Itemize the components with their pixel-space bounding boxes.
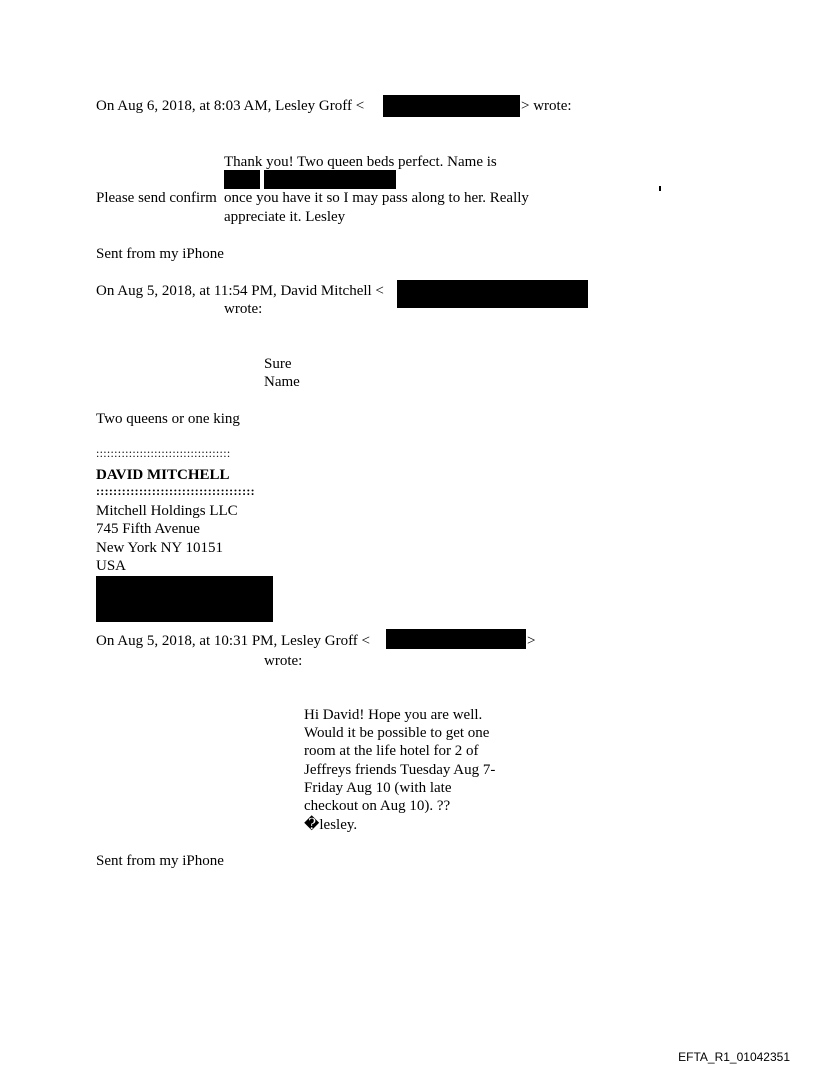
reply-1-line-3: appreciate it. Lesley [224, 209, 346, 225]
header-3-prefix: On Aug 5, 2018, at 10:31 PM, Lesley Groff < [96, 633, 370, 649]
signature-company: Mitchell Holdings LLC [96, 503, 238, 519]
header-1-suffix: > wrote: [521, 98, 572, 114]
reply-1-line-1: Thank you! Two queen beds perfect. Name is [224, 154, 497, 170]
header-2-line-1: On Aug 5, 2018, at 11:54 PM, David Mitchell < [96, 283, 384, 299]
signature-street: 745 Fifth Avenue [96, 521, 200, 537]
original-line: Friday Aug 10 (with late [304, 780, 452, 796]
original-line: checkout on Aug 10). ?? [304, 798, 451, 814]
signature-divider-bottom: ::::::::::::::::::::::::::::::::::::: [96, 484, 255, 498]
original-line: Hi David! Hope you are well. [304, 707, 483, 723]
redaction-mark [659, 186, 661, 191]
reply-2-line-2: Name [264, 374, 300, 390]
question-text: Two queens or one king [96, 411, 240, 427]
redaction-box [397, 280, 588, 308]
sent-from-1: Sent from my iPhone [96, 246, 224, 262]
header-3-suffix: > [527, 633, 536, 649]
reply-1-line-2-prefix: Please send confirm [96, 190, 217, 206]
signature-city: New York NY 10151 [96, 540, 223, 556]
header-3-line-2: wrote: [264, 653, 303, 669]
reply-1-line-2: once you have it so I may pass along to her. Really [224, 190, 529, 206]
original-line: room at the life hotel for 2 of [304, 743, 479, 759]
header-1-prefix: On Aug 6, 2018, at 8:03 AM, Lesley Groff < [96, 98, 365, 114]
header-2-line-2: wrote: [224, 301, 263, 317]
original-line: Jeffreys friends Tuesday Aug 7- [304, 762, 496, 778]
document-id: EFTA_R1_01042351 [678, 1050, 790, 1064]
signature-divider-top: ::::::::::::::::::::::::::::::::::::: [96, 446, 231, 460]
sent-from-2: Sent from my iPhone [96, 853, 224, 869]
redaction-box [264, 170, 396, 189]
redaction-box [224, 170, 260, 189]
signature-country: USA [96, 558, 127, 574]
redaction-box [386, 629, 526, 649]
original-line: Would it be possible to get one [304, 725, 490, 741]
redaction-box [96, 576, 273, 622]
signature-name: DAVID MITCHELL [96, 467, 230, 483]
reply-2-line-1: Sure [264, 356, 292, 372]
original-line: �lesley. [304, 817, 358, 833]
redaction-box [383, 95, 520, 117]
